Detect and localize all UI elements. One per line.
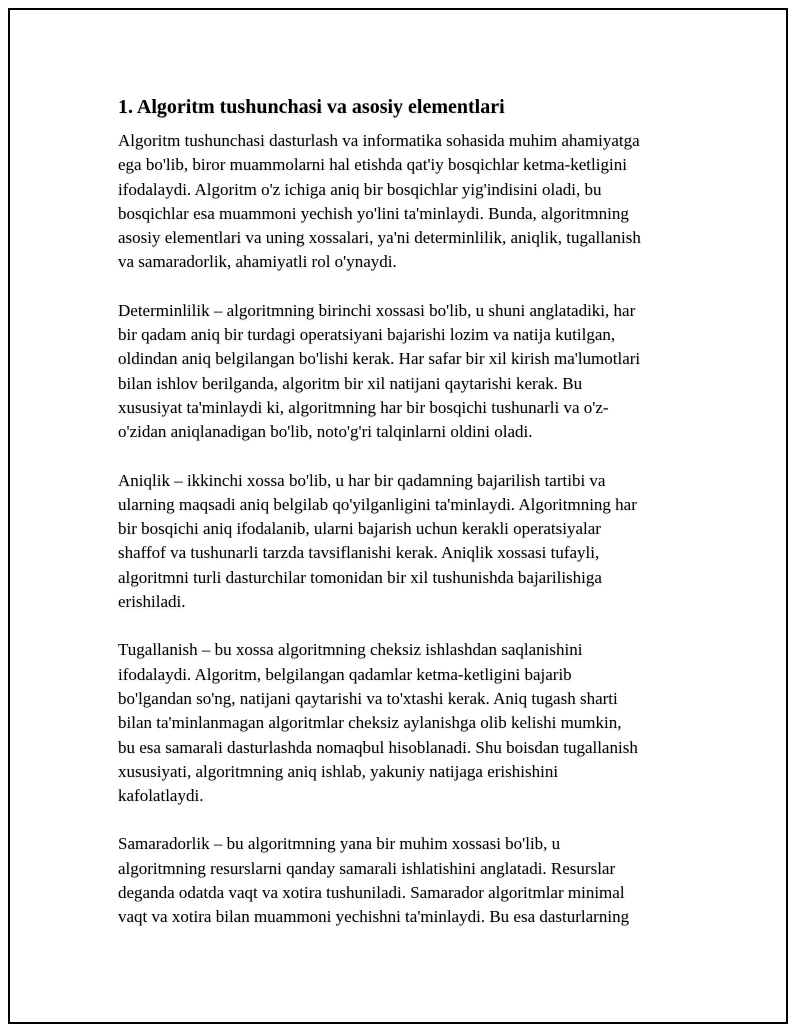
text-line: ega bo'lib, biror muammolarni hal etishda qat'iy bosqichlar ketma-ketligini [118,155,627,175]
text-line: bir bosqichi aniq ifodalanib, ularni bajarish uchun kerakli operatsiyalar [118,519,601,539]
text-line: bir qadam aniq bir turdagi operatsiyani bajarishi lozim va natija kutilgan, [118,325,616,345]
paragraph-samaradorlik [118,832,688,929]
text-line: erishiladi. [118,592,186,612]
text-line: va samaradorlik, ahamiyatli rol o'ynaydi. [118,252,397,272]
text-line: kafolatlaydi. [118,786,204,806]
paragraph-tugallanish [118,638,688,808]
text-line: ularning maqsadi aniq belgilab qo'yilganligini ta'minlaydi. Algoritmning har [118,494,637,514]
text-line: deganda odatda vaqt va xotira tushuniladi. Samarador algoritmlar minimal [118,883,625,903]
text-line: bu esa samarali dasturlashda nomaqbul hisoblanadi. Shu boisdan tugallanish [118,737,638,757]
document-body [118,93,688,930]
text-line: algoritmning resurslarni qanday samarali ishlatishini anglatadi. Resurslar [118,858,616,878]
text-line: vaqt va xotira bilan muammoni yechishni ta'minlaydi. Bu esa dasturlarning [118,907,630,927]
text-line: algoritmni turli dasturchilar tomonidan bir xil tushunishda bajarilishiga [118,567,602,587]
text-line: bo'lgandan so'ng, natijani qaytarishi va to'xtashi kerak. Aniq tugash sharti [118,688,618,708]
text-line: oldindan aniq belgilangan bo'lishi kerak. Har safar bir xil kirish ma'lumotlari [118,349,641,369]
text-line: xususiyat ta'minlaydi ki, algoritmning har bir bosqichi tushunarli va o'z- [118,397,609,417]
section-heading: 1. Algoritm tushunchasi va asosiy elementlari [118,96,505,118]
text-line: asosiy elementlari va uning xossalari, ya'ni determinlilik, aniqlik, tugallanish [118,228,641,248]
text-line: ifodalaydi. Algoritm o'z ichiga aniq bir bosqichlar yig'indisini oladi, bu [118,179,602,199]
text-line: Tugallanish – bu xossa algoritmning cheksiz ishlashdan saqlanishini [118,640,583,660]
text-line: Aniqlik – ikkinchi xossa bo'lib, u har bir qadamning bajarilish tartibi va [118,470,606,490]
text-line: Determinlilik – algoritmning birinchi xossasi bo'lib, u shuni anglatadiki, har [118,300,636,320]
text-line: bosqichlar esa muammoni yechish yo'lini ta'minlaydi. Bunda, algoritmning [118,203,629,223]
text-line: Algoritm tushunchasi dasturlash va informatika sohasida muhim ahamiyatga [118,131,640,150]
text-line: ifodalaydi. Algoritm, belgilangan qadamlar ketma-ketligini bajarib [118,664,572,684]
text-line: o'zidan aniqlanadigan bo'lib, noto'g'ri talqinlarni oldini oladi. [118,422,533,442]
paragraph-aniqlik [118,469,688,615]
paragraph-intro [118,129,688,275]
text-line: xususiyati, algoritmning aniq ishlab, yakuniy natijaga erishishini [118,761,559,781]
text-line: bilan ishlov berilganda, algoritm bir xil natijani qaytarishi kerak. Bu [118,373,583,393]
paragraph-determinlilik [118,299,688,445]
text-line: bilan ta'minlanmagan algoritmlar cheksiz aylanishga olib kelishi mumkin, [118,713,622,733]
text-line: shaffof va tushunarli tarzda tavsiflanishi kerak. Aniqlik xossasi tufayli, [118,543,600,563]
text-line: Samaradorlik – bu algoritmning yana bir muhim xossasi bo'lib, u [118,834,561,854]
